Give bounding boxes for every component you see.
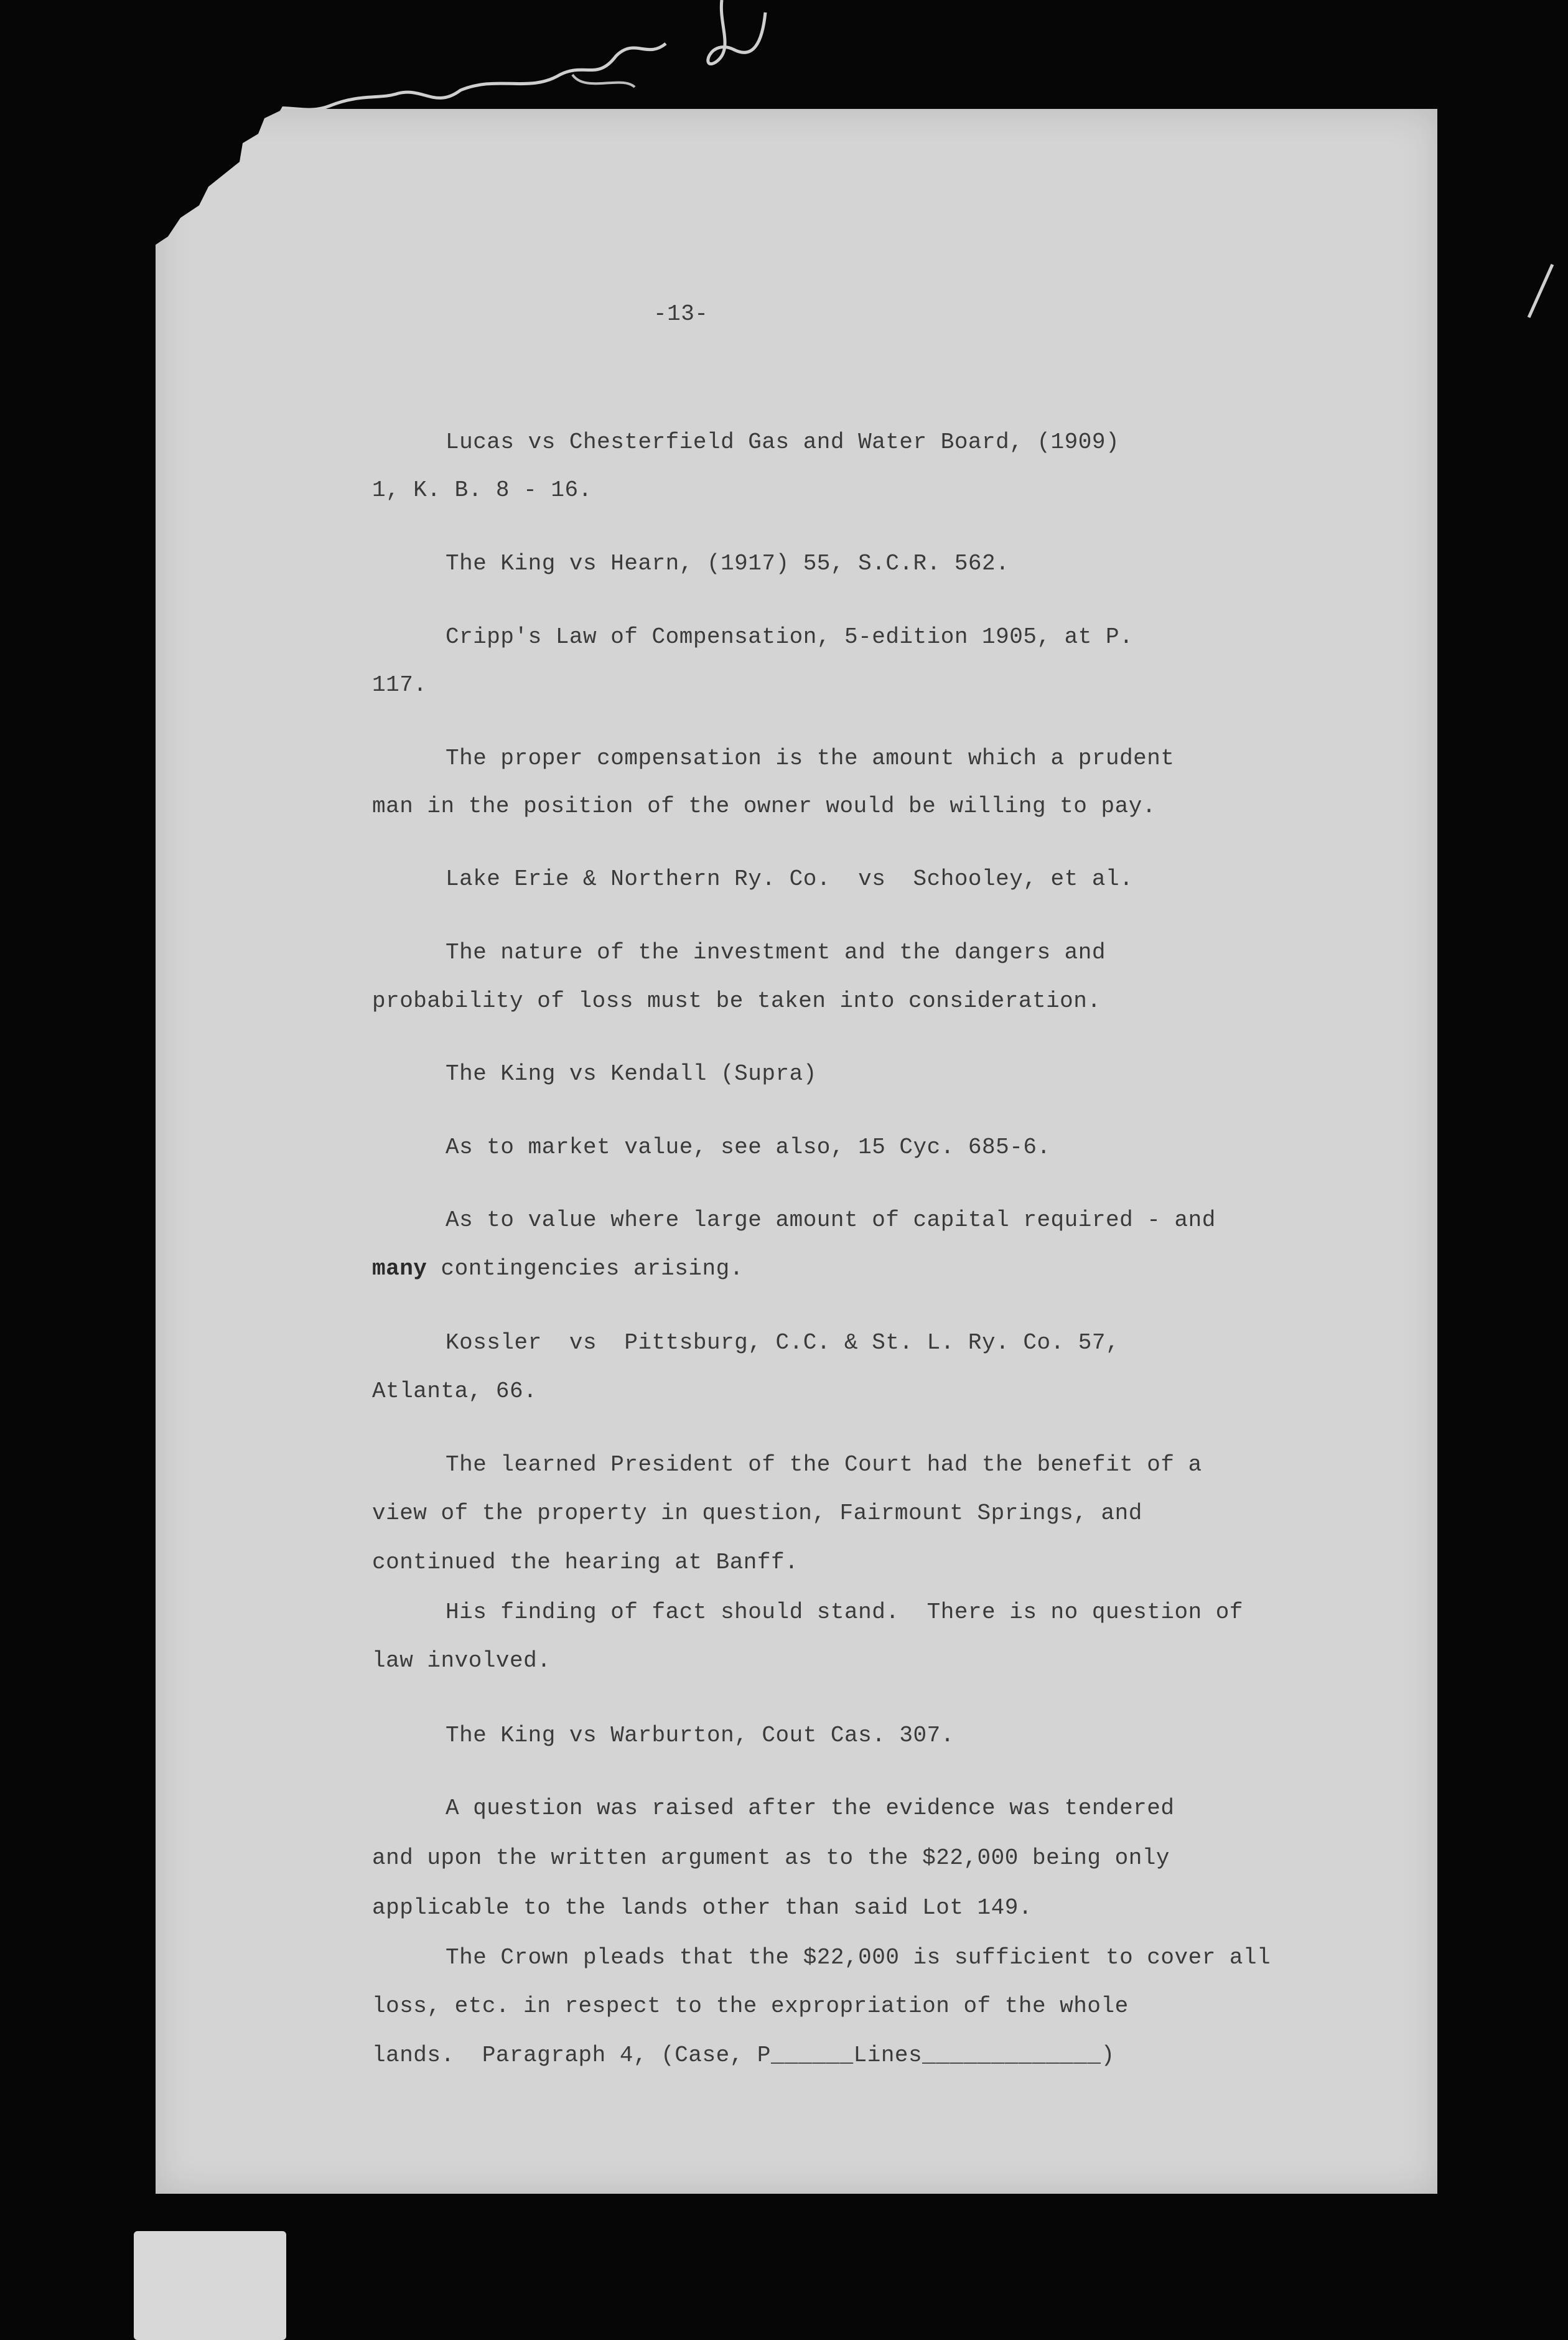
line-text: contingencies arising.	[427, 1256, 744, 1281]
text-line	[446, 1795, 1175, 1821]
line-text: 117.	[372, 672, 427, 698]
text-line	[446, 1452, 1202, 1477]
line-text: continued the hearing at Banff.	[372, 1550, 799, 1575]
line-text: loss, etc. in respect to the expropriation of the whole	[372, 1993, 1129, 2019]
line-text: As to value where large amount of capital required - and	[446, 1207, 1216, 1233]
text-line	[446, 551, 1009, 576]
text-line	[372, 1550, 798, 1575]
text-line	[372, 1256, 744, 1281]
text-line	[372, 1895, 1032, 1921]
text-line	[372, 1845, 1170, 1871]
text-line	[446, 866, 1133, 892]
line-text: The Crown pleads that the $22,000 is sufficient to cover all	[446, 1945, 1271, 1970]
line-text: Cripp's Law of Compensation, 5-edition 1905, at P.	[446, 624, 1134, 650]
text-line	[446, 1207, 1216, 1233]
text-line	[446, 746, 1175, 771]
text-line	[446, 1135, 1051, 1160]
torn-corner	[149, 100, 286, 249]
line-text: man in the position of the owner would be willing to pay.	[372, 793, 1156, 819]
text-line	[446, 1599, 1243, 1625]
line-text: The King vs Hearn, (1917) 55, S.C.R. 562.	[446, 551, 1010, 576]
text-line	[446, 940, 1106, 965]
line-text: Atlanta, 66.	[372, 1378, 538, 1404]
text-line	[372, 1993, 1129, 2019]
text-line	[372, 2043, 1115, 2068]
line-text: 1, K. B. 8 - 16.	[372, 477, 592, 503]
text-line	[446, 1723, 954, 1748]
line-text: applicable to the lands other than said Lot 149.	[372, 1895, 1032, 1921]
text-line	[372, 477, 592, 503]
text-line	[372, 672, 427, 698]
text-line	[372, 1648, 551, 1673]
film-leader-tab	[134, 2231, 286, 2340]
line-text: As to market value, see also, 15 Cyc. 685-6.	[446, 1135, 1051, 1160]
line-text: lands. Paragraph 4, (Case, P______Lines_____________)	[372, 2043, 1115, 2068]
line-text: His finding of fact should stand. There is no question of	[446, 1599, 1244, 1625]
line-text: law involved.	[372, 1648, 551, 1673]
text-line	[372, 793, 1156, 819]
line-text: Lake Erie & Northern Ry. Co. vs Schooley, et al.	[446, 866, 1134, 892]
line-text: A question was raised after the evidence was tendered	[446, 1795, 1175, 1821]
page-number: -13-	[653, 301, 709, 327]
line-text: The King vs Warburton, Cout Cas. 307.	[446, 1723, 954, 1748]
line-text: Kossler vs Pittsburg, C.C. & St. L. Ry. Co. 57,	[446, 1330, 1120, 1355]
line-text: The proper compensation is the amount which a prudent	[446, 746, 1175, 771]
line-text: The King vs Kendall (Supra)	[446, 1061, 817, 1087]
line-text: view of the property in question, Fairmount Springs, and	[372, 1500, 1142, 1526]
line-text: probability of loss must be taken into consideration.	[372, 988, 1101, 1014]
text-line	[446, 1330, 1119, 1355]
text-line	[446, 1945, 1271, 1970]
line-text: Lucas vs Chesterfield Gas and Water Board, (1909)	[446, 429, 1120, 455]
text-line	[446, 429, 1119, 455]
line-text: The learned President of the Court had the benefit of a	[446, 1452, 1202, 1477]
text-line	[372, 1500, 1142, 1526]
text-line	[372, 1378, 537, 1404]
text-line	[446, 1061, 817, 1087]
text-line	[446, 624, 1133, 650]
text-line	[372, 988, 1101, 1014]
line-text: and upon the written argument as to the $22,000 being only	[372, 1845, 1170, 1871]
bold-word: many	[372, 1256, 427, 1281]
edge-mark	[1521, 261, 1559, 324]
line-text: The nature of the investment and the dangers and	[446, 940, 1106, 965]
